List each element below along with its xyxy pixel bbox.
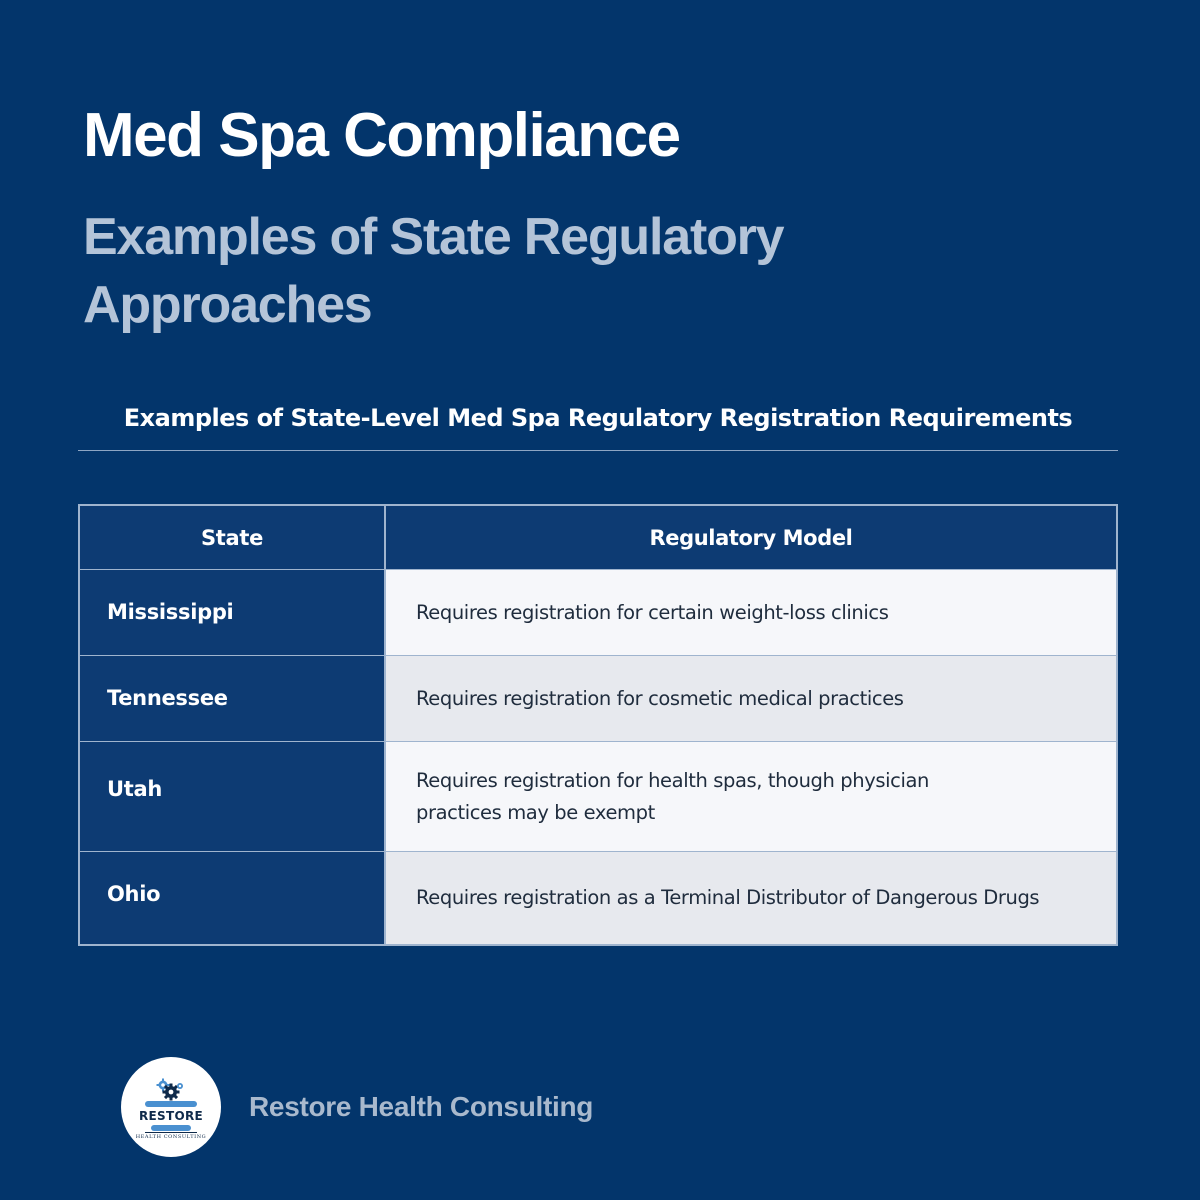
table-row [80, 569, 1116, 655]
logo-tagline: HEALTH CONSULTING [135, 1134, 207, 1140]
state-cell: Tennessee [80, 656, 386, 741]
model-cell [386, 852, 1116, 944]
model-cell [386, 742, 1116, 851]
caption-divider [78, 450, 1118, 451]
table-row [80, 741, 1116, 851]
table-header-row [80, 506, 1116, 569]
page-title: Med Spa Compliance [83, 101, 680, 170]
model-cell [386, 570, 1116, 655]
state-cell: Mississippi [80, 570, 386, 655]
state-cell: Ohio [80, 852, 386, 944]
logo-wordmark: RESTORE [138, 1109, 203, 1123]
table-row [80, 851, 1116, 944]
model-cell [386, 656, 1116, 741]
model-text: Requires registration for cosmetic medical practices [416, 686, 904, 710]
brand-name: Restore Health Consulting [249, 1091, 594, 1122]
model-text: Requires registration as a Terminal Distributor of Dangerous Drugs [416, 886, 1040, 909]
table-caption: Examples of State-Level Med Spa Regulatory Registration Requirements [123, 404, 1073, 432]
page-subtitle: Examples of State Regulatory Approaches [83, 208, 784, 334]
column-header-regulatory-model: Regulatory Model [649, 525, 853, 550]
table-row [80, 655, 1116, 741]
column-header-state: State [80, 506, 386, 569]
restore-logo [121, 1057, 221, 1157]
model-text: Requires registration for health spas, though physician practices may be exempt [416, 768, 929, 824]
regulatory-table [78, 504, 1118, 946]
model-text: Requires registration for certain weight-loss clinics [416, 600, 889, 624]
state-cell: Utah [80, 742, 386, 851]
gear-icon [121, 1057, 221, 1157]
